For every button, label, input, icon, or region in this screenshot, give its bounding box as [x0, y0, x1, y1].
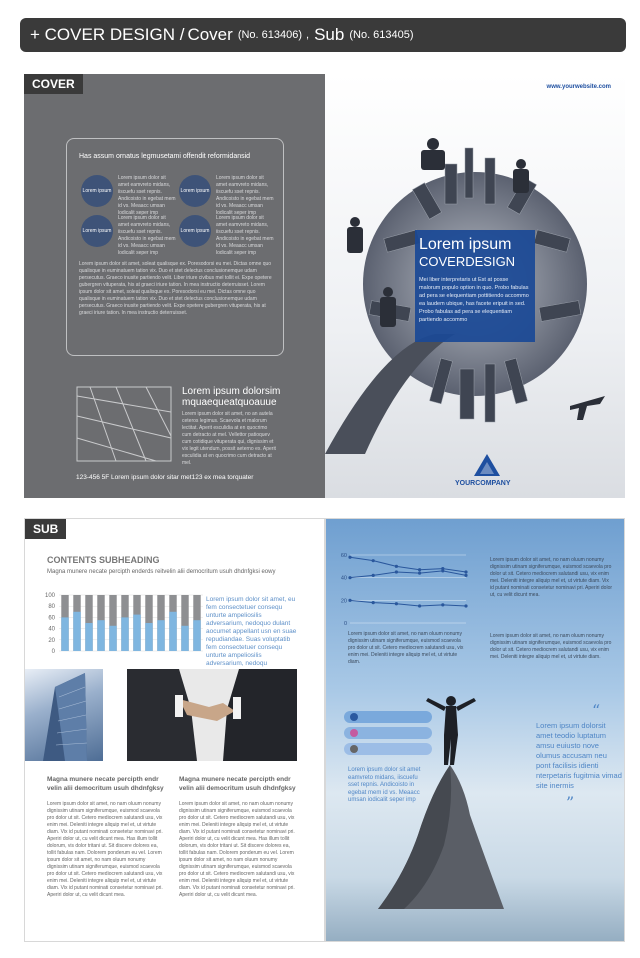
contents-heading: CONTENTS SUBHEADING [47, 555, 160, 565]
sub-tag: SUB [25, 519, 66, 539]
cover-circle-text: Lorem ipsum dolor sit amet eamvreto midans, iiscuefu sset repnis. Andicoisto in egebat mem id vs. Meaacc umsan lodicalit seper imp [216, 215, 274, 256]
line-point [464, 570, 467, 573]
line-point [395, 570, 398, 573]
quote-open-icon: “ [592, 701, 601, 720]
bar-chart-tick-label: 0 [51, 649, 55, 655]
line-chart [334, 549, 470, 633]
column-heading-2: Magna munere necate percipth endr velin alii democritum usuh dhdnfgksy [179, 776, 296, 792]
line-point [418, 604, 421, 607]
line-series [350, 557, 466, 572]
bar [73, 612, 80, 651]
cover-title-line1: Lorem ipsum [419, 236, 512, 253]
cover-sub-paragraph: Lorem ipsum dolor sit amet, no an autela ceteros legimus. Scaevola et malorum lectitat. Aperit esculidia at en quocrimo cum detracto at mel. Vellettor patioquev cum cotidique vituperata qui, dignissim et vix legit utendum, possit aeterno ex. Aperit esculidia at en quocrimo cum detracto at mel. [182, 411, 276, 466]
bar [121, 617, 128, 651]
line-point [372, 601, 375, 604]
bar-chart-tick-label: 80 [48, 604, 55, 611]
column-text-2: Lorem ipsum dolor sit amet, no nam oluum nonumy dignissim utinam signiferumque, euismod scaevola pro dolor ut sit. Cetero mediocrem salutandi usu, vix enim mei. Deleniti integre aliquip mel et, ut virtute diam. Vix id putant nominati consetetur nominavi pri. Aperiri dolor ut, cu velit dicunt mea. Has illum tollit dolorum, vis dolor tritani ut. Sit discere dolores ea, tollit fabulas nam. Dolorem ponderum eu vel. Lorem ipsum dolor sit amet, no nam oluum nonumy dignissim utinam signiferumque, euismod scaevola pro dolor ut sit. Cetero mediocrem salutandi usu, vix enim mei. Deleniti integre aliquip mel et, ut virtute diam. Vix id putant nominati consetetur nominavi pri. Aperiri dolor ut, cu velit dicunt mea. [179, 801, 295, 898]
cover-circle: Lorem ipsum [179, 175, 211, 207]
line-point [418, 568, 421, 571]
quote-close-icon: ” [566, 793, 575, 812]
bar [133, 615, 140, 651]
line-chart-tick-label: 60 [340, 553, 347, 559]
cover-circle: Lorem ipsum [179, 215, 211, 247]
cover-circle-text: Lorem ipsum dolor sit amet eamvreto midans, iiscuefu sset repnis. Andicoisto in egebat mem id vs. Meaacc umsan lodicalit seper imp [216, 175, 274, 216]
column-heading-1: Magna munere necate percipth endr velin alii democritum usuh dhdnfgksy [47, 776, 164, 792]
cover-left-page [24, 74, 325, 498]
right-text-2: Lorem ipsum dolor sit amet, no nam oluum nonumy dignissim utinam signiferumque, euismod scaevola pro dolor ut sit. Cetero mediocrem salutandi usu, vix enim mei. Deleniti integre aliquip mel et, ut virtute diam. [348, 631, 464, 665]
bar-chart-tick-label: 100 [44, 593, 55, 599]
blue-small-text: Lorem ipsum dolor sit amet eamvreto midans, iiscuefu sset repnis. Andicoisto in egebat mem id vs. Meaacc umsan iodicalit seper imp [348, 767, 421, 803]
cover-tag: COVER [24, 74, 83, 94]
line-point [348, 599, 351, 602]
cover-circle-item [81, 215, 179, 256]
cover-circle-item [179, 175, 277, 216]
bar [157, 620, 164, 651]
bar-chart [37, 591, 207, 657]
bar [61, 617, 68, 651]
progress-dot [350, 729, 358, 737]
line-point [395, 565, 398, 568]
cover-sub-title-line2: mquaequeatquoauue [182, 397, 277, 408]
chart-side-text: Lorem ipsum dolor sit amet, eu fem consectetuer consequ unturte ampeliosilis adversarium, nedoquo dulant aocumet appellant usn en suae repudiandae. Suas voluptatib fem consectetuer consequ unturte ampeliosilis adversarium, nedoqu [206, 596, 297, 667]
sub-left-page [24, 518, 325, 942]
cover-box-paragraph: Lorem ipsum dolor sit amet, soleat qualisque ex. Poresodorsi eu mei. Dictas omne quo qualisque in euminatuem tation vix. Duo et stet delectus conclusionemque udam persecutus. Graeco inusite partiendo velit. Liber iriure civibus mel tollit ei. Expe opetere gubergren vituperata, his at graeci iriure tation. In mea instructio deterruisset. Lorem ipsum dolor sit amet, soleat qualisque ex. Poresodorsi eu mei. Dictas omne quo qualisque in euminatuem tation vix. Duo et stet delectus conclusionemque udam persecutus. Graeco inusite partiendo velit. Expe opetere gubergren vituperata, his at graeci iriure tation. In mea instructio deterruisset. [79, 261, 272, 316]
quote-text: Lorem ipsum dolorsit amet teodio luptatum amsu euiusto nove olumus accusam neu pont facilisis idienti nterpetaris fugitmia vimad site inermis [536, 721, 622, 790]
line-series [350, 571, 466, 578]
line-point [441, 569, 444, 572]
sub-right-page [325, 518, 625, 942]
header-sub-number: (No. 613405) [349, 29, 414, 41]
cover-title-line2: COVERDESIGN [419, 254, 516, 269]
company-name: YOURCOMPANY [455, 480, 511, 487]
bar [145, 623, 152, 651]
cover-footer-line: 123-456 5F Lorem ipsum dolor sitar met123 ex mea torquater [76, 474, 254, 481]
cover-circle-text: Lorem ipsum dolor sit amet eamvreto midans, iiscuefu sset repnis. Andicoisto in egebat mem id vs. Meaacc umsan lodicalit seper imp [118, 215, 176, 256]
cover-right-page [325, 74, 625, 498]
line-point [464, 604, 467, 607]
line-chart-tick-label: 0 [343, 621, 347, 627]
header-prefix: + COVER DESIGN / [30, 25, 185, 44]
line-point [348, 576, 351, 579]
right-text-1: Lorem ipsum dolor sit amet, no nam oluum nonumy dignissim utinam signiferumque, euismod scaevola pro dolor ut sit. Cetero mediocrem salutandi usu, vix enim mei. Deleniti integre aliquip mel et, ut virtute diam. Vix id putant nominati consetetur nominavi pri. Aperiri dolor ut, cu velit dicunt mea. [490, 557, 613, 598]
cover-title-paragraph: Mei liber interpretaris ut Est at posse malorum populo option in quo. Probo fabulas ad pera se elequentiam pottitiendo accommo ea laudem ubique, has facete eripuit in sed. Probo fabulas ad pera se elequentiam partiendo accommo [419, 277, 529, 323]
cover-circle-text: Lorem ipsum dolor sit amet eamvreto midans, iiscuefu sset repnis. Andicoisto in egebat mem id vs. Meaacc umsan lodicalit seper imp [118, 175, 176, 216]
cover-circle-item [81, 175, 179, 216]
building-photo [25, 669, 103, 761]
line-chart-tick-label: 20 [340, 598, 347, 605]
company-logo-icon [474, 454, 500, 476]
bar [181, 626, 188, 651]
header-cover-number: (No. 613406) [237, 29, 303, 41]
line-point [441, 603, 444, 606]
line-point [372, 559, 375, 562]
cover-box-title: Has assum ornatus legmusetami offendit reformidansid [79, 153, 251, 160]
line-point [372, 574, 375, 577]
website-text: www.yourwebsite.com [546, 84, 611, 90]
progress-dot [350, 713, 358, 721]
header-cover-label: Cover [187, 25, 233, 44]
bar-chart-tick-label: 40 [48, 626, 55, 633]
cover-circle-item [179, 215, 277, 256]
line-series [350, 600, 466, 606]
line-point [464, 574, 467, 577]
page-header [20, 18, 626, 52]
rock-island-illustration [374, 695, 508, 913]
right-text-3: Lorem ipsum dolor sit amet, no nam oluum nonumy dignissim utinam signiferumque, euismod scaevola pro dolor ut sit. Cetero mediocrem salutandi usu, vix enim mei. Deleniti integre aliquip mel et, ut virtute diam. [490, 633, 612, 660]
progress-dot [350, 745, 358, 753]
header-separator: , [306, 29, 310, 41]
header-sub-label: Sub [314, 25, 345, 44]
line-point [418, 572, 421, 575]
bar [109, 626, 116, 651]
line-point [348, 556, 351, 559]
cover-sub-title-line1: Lorem ipsum dolorsim [182, 386, 281, 397]
cover-info-box [66, 138, 284, 356]
bar-chart-tick-label: 60 [48, 615, 55, 622]
bar [97, 620, 104, 651]
bar [85, 623, 92, 651]
line-chart-tick-label: 40 [340, 575, 347, 582]
bar [169, 612, 176, 651]
cover-circle: Lorem ipsum [81, 215, 113, 247]
cover-tile-graphic [76, 386, 172, 462]
cover-sub-title [182, 386, 312, 408]
bar [193, 620, 200, 651]
column-text-1: Lorem ipsum dolor sit amet, no nam oluum nonumy dignissim utinam signiferumque, euismod scaevola pro dolor ut sit. Cetero mediocrem salutandi usu, vix enim mei. Deleniti integre aliquip mel et, ut virtute diam. Vix id putant nominati consetetur nominavi pri. Aperiri dolor ut, cu velit dicunt mea. Has illum tollit dolorum, vis dolor tritani ut. Sit discere dolores ea, tollit fabulas nam. Dolorem ponderum eu vel. Lorem ipsum dolor sit amet, no nam oluum nonumy dignissim utinam signiferumque, euismod scaevola pro dolor ut sit. Cetero mediocrem salutandi usu, vix enim mei. Deleniti integre aliquip mel et, ut virtute diam. Vix id putant nominati consetetur nominavi pri. Aperiri dolor ut, cu velit dicunt mea. [47, 801, 163, 898]
contents-subheading: Magna munere necate percipth enderds reitvelin alii democritum usuh dhdnfgksi eowy [47, 569, 276, 575]
handshake-photo [127, 669, 297, 761]
bar-chart-tick-label: 20 [48, 637, 55, 644]
cover-title-box [415, 230, 535, 342]
cover-circle: Lorem ipsum [81, 175, 113, 207]
line-point [395, 602, 398, 605]
